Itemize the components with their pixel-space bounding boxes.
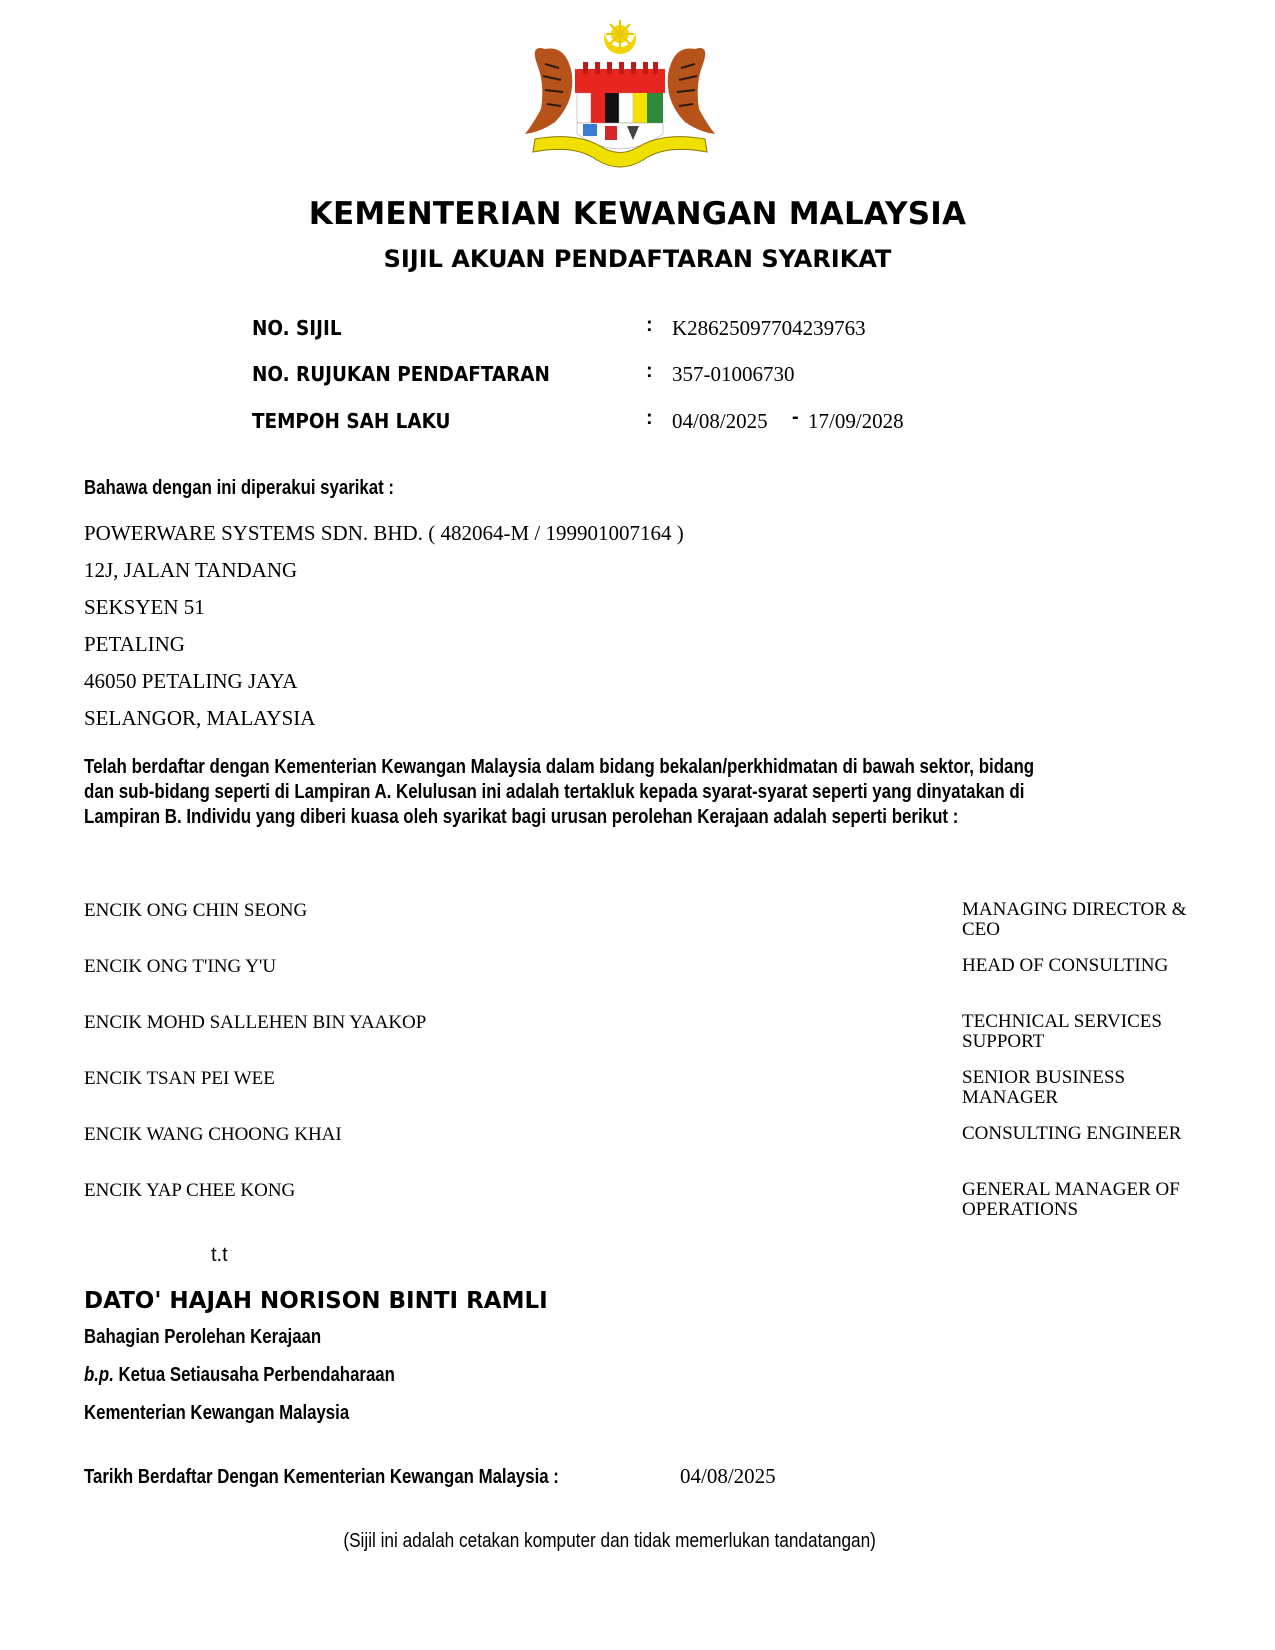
validity-from: 04/08/2025 — [672, 409, 768, 433]
person-role: TECHNICAL SERVICES SUPPORT — [962, 1011, 1162, 1052]
colon: : — [646, 314, 653, 336]
person-role: GENERAL MANAGER OF OPERATIONS — [962, 1179, 1180, 1220]
address-line: SEKSYEN 51 — [84, 595, 205, 619]
cert-no-value: K28625097704239763 — [672, 316, 866, 340]
person-name: ENCIK TSAN PEI WEE — [84, 1068, 275, 1089]
person-role: MANAGING DIRECTOR & CEO — [962, 899, 1187, 940]
cert-no-label: NO. SIJIL — [252, 316, 342, 340]
address-line: 46050 PETALING JAYA — [84, 669, 298, 693]
certify-intro: Bahawa dengan ini diperakui syarikat : — [84, 477, 394, 499]
registration-statement — [84, 755, 1174, 830]
person-role: SENIOR BUSINESS MANAGER — [962, 1067, 1126, 1108]
person-name: ENCIK YAP CHEE KONG — [84, 1180, 296, 1201]
company-name: POWERWARE SYSTEMS SDN. BHD. ( 482064-M / 199901007164 ) — [84, 521, 684, 545]
statement-line: dan sub-bidang seperti di Lampiran A. Kelulusan ini adalah tertakluk kepada syarat-syarat seperti yang dinyatakan di — [84, 781, 1025, 803]
validity-label: TEMPOH SAH LAKU — [252, 409, 451, 433]
ministry-title: KEMENTERIAN KEWANGAN MALAYSIA — [308, 196, 967, 232]
colon: : — [646, 360, 653, 382]
registration-date-label: Tarikh Berdaftar Dengan Kementerian Kewangan Malaysia : — [84, 1466, 559, 1488]
statement-line: Lampiran B. Individu yang diberi kuasa oleh syarikat bagi urusan perolehan Kerajaan adalah seperti berikut : — [84, 806, 959, 828]
bp-prefix: b.p. — [84, 1364, 114, 1386]
address-line: SELANGOR, MALAYSIA — [84, 706, 316, 730]
colon: : — [646, 407, 653, 429]
footer-note — [0, 1530, 1220, 1553]
ref-no-label: NO. RUJUKAN PENDAFTARAN — [252, 362, 550, 386]
bp-title: Ketua Setiausaha Perbendaharaan — [118, 1364, 395, 1386]
person-role: HEAD OF CONSULTING — [962, 955, 1169, 976]
person-role: CONSULTING ENGINEER — [962, 1123, 1182, 1144]
address-line: PETALING — [84, 632, 185, 656]
coat-of-arms-icon — [515, 14, 725, 179]
validity-separator: - — [792, 406, 799, 428]
footer-note-text: (Sijil ini adalah cetakan komputer dan tidak memerlukan tandatangan) — [343, 1530, 877, 1552]
registration-date-value: 04/08/2025 — [680, 1464, 776, 1488]
signer-ministry: Kementerian Kewangan Malaysia — [84, 1402, 350, 1424]
person-name: ENCIK WANG CHOONG KHAI — [84, 1124, 342, 1145]
signer-division: Bahagian Perolehan Kerajaan — [84, 1326, 322, 1348]
signer-behalf — [84, 1364, 395, 1387]
person-name: ENCIK MOHD SALLEHEN BIN YAAKOP — [84, 1012, 427, 1033]
validity-to: 17/09/2028 — [808, 409, 904, 433]
ref-no-value: 357-01006730 — [672, 362, 795, 386]
person-name: ENCIK ONG T'ING Y'U — [84, 956, 277, 977]
signer-name: DATO' HAJAH NORISON BINTI RAMLI — [84, 1288, 548, 1314]
statement-line: Telah berdaftar dengan Kementerian Kewangan Malaysia dalam bidang bekalan/perkhidmatan di bawah sektor, bidang — [84, 756, 1035, 778]
address-line: 12J, JALAN TANDANG — [84, 558, 298, 582]
signed-mark: t.t — [211, 1244, 228, 1266]
person-name: ENCIK ONG CHIN SEONG — [84, 900, 308, 921]
certificate-title: SIJIL AKUAN PENDAFTARAN SYARIKAT — [383, 245, 892, 273]
